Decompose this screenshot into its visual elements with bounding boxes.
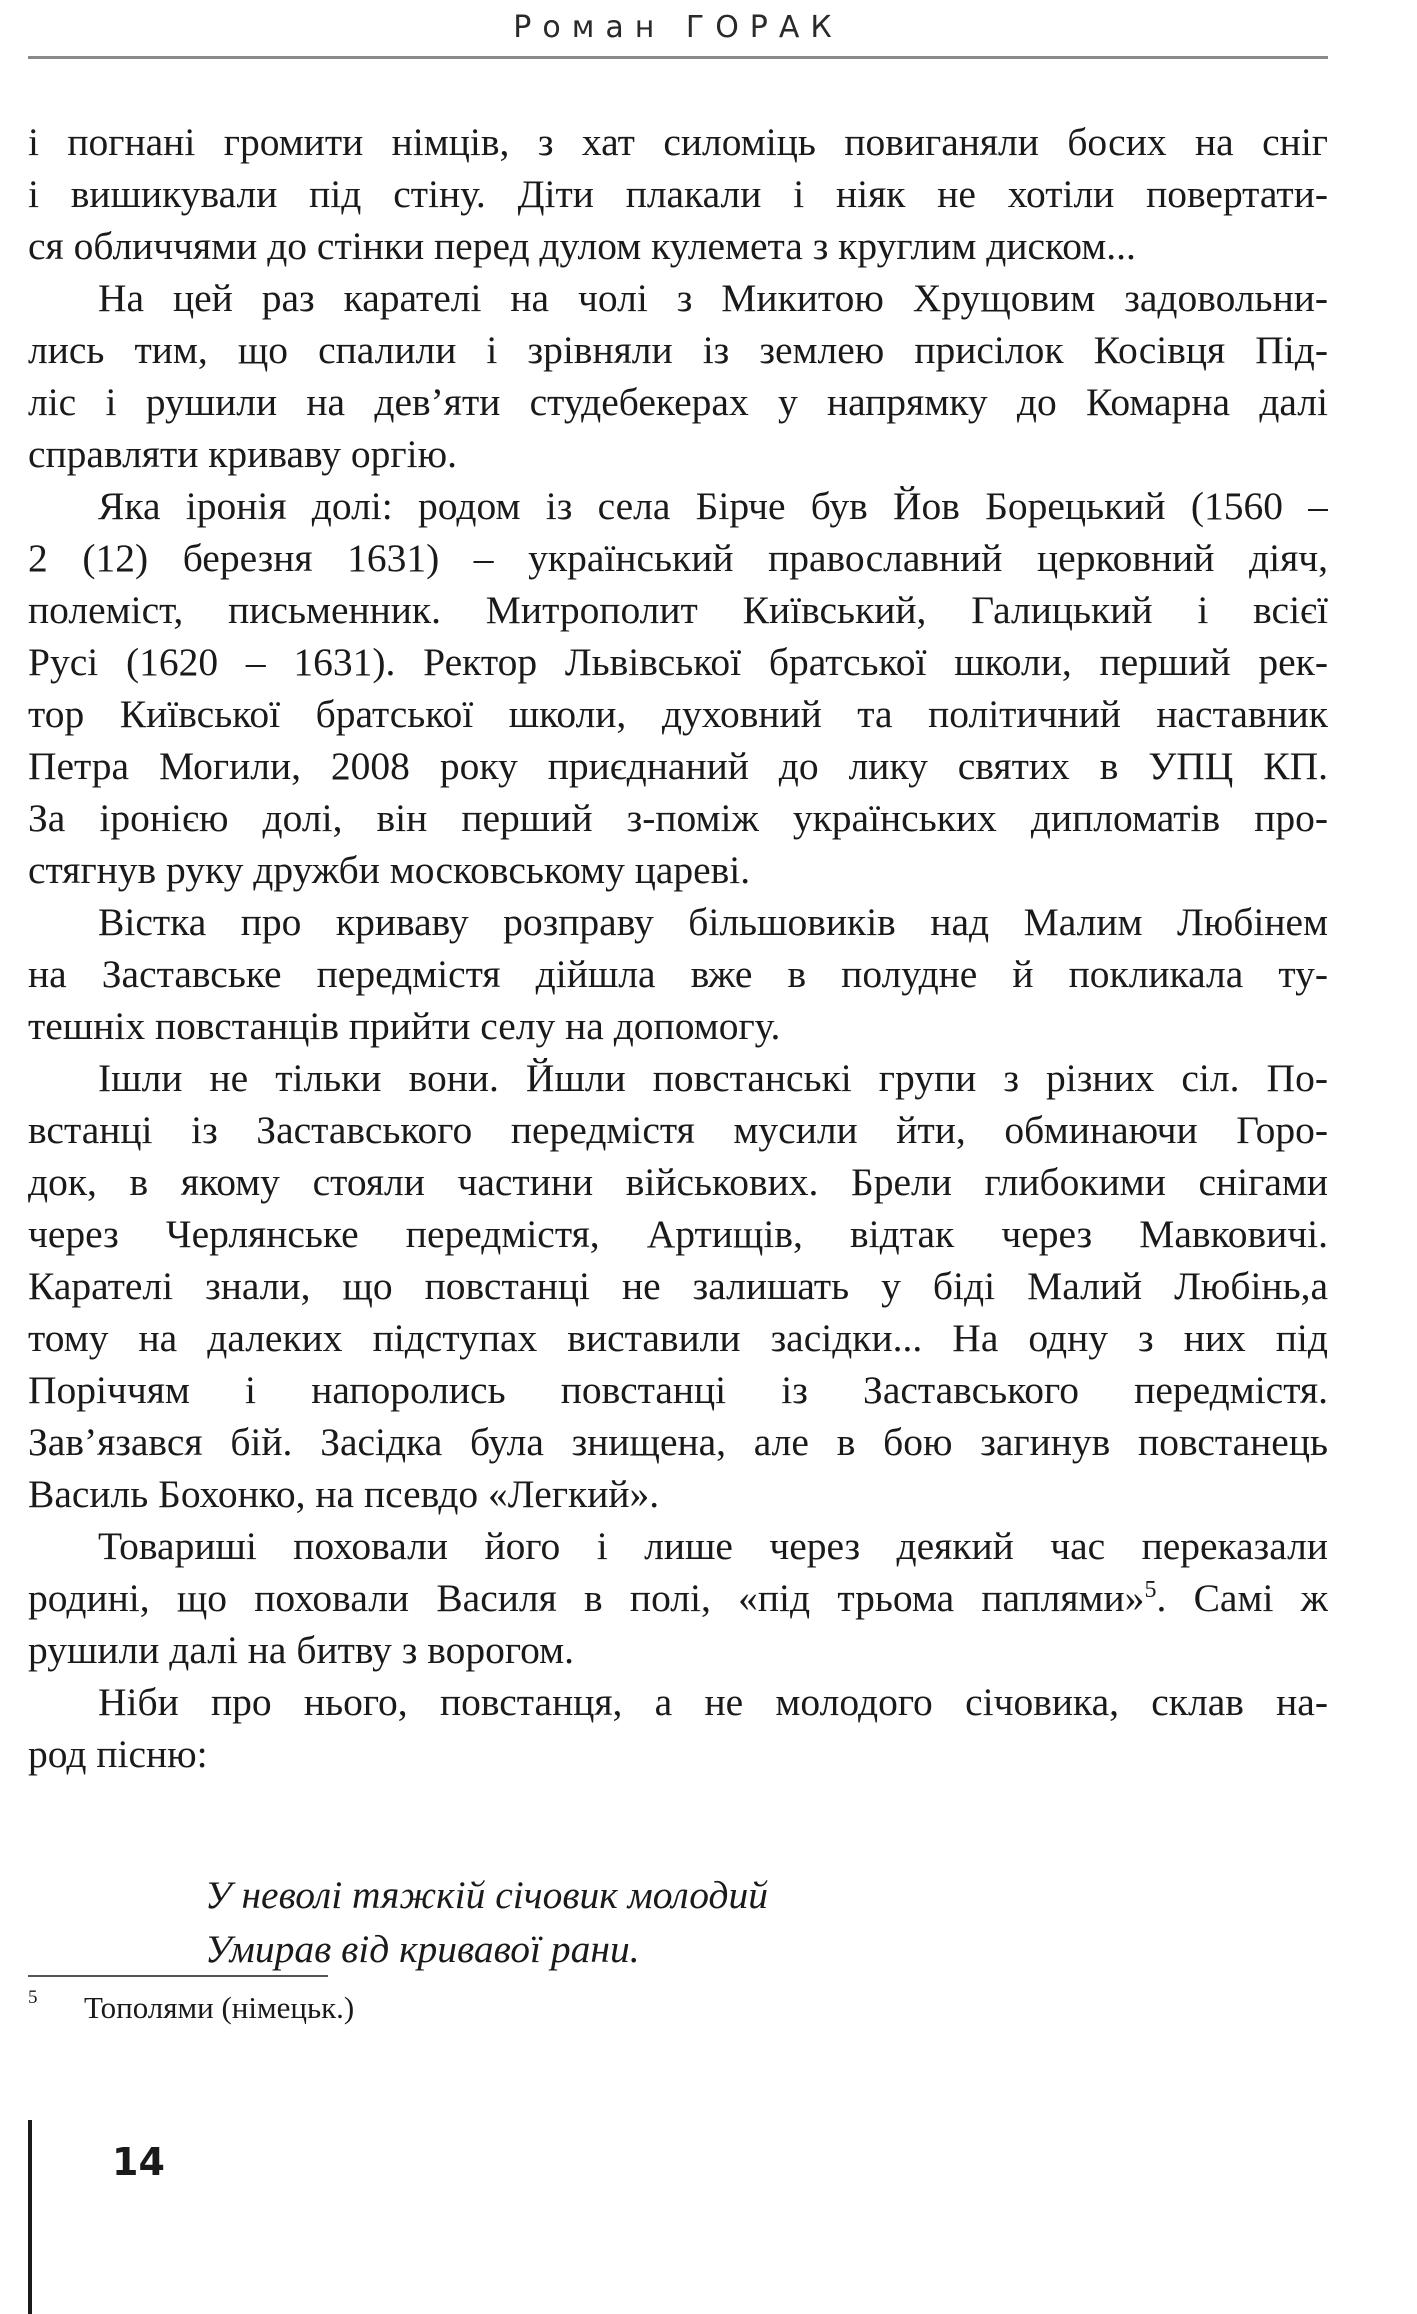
header-rule (28, 56, 1328, 59)
text-line-part: . Самі ж (1156, 1576, 1328, 1620)
text-line: лись тим, що спалили і зрівняли із землею присілок Косівця Під- (28, 328, 1328, 372)
text-line: Поріччям і напоролись повстанці із Заставського передмістя. (28, 1368, 1328, 1412)
text-line: і погнані громити німців, з хат силоміць повиганяли босих на сніг (28, 120, 1328, 164)
body-text (28, 116, 1328, 1780)
text-line: род пісню: (28, 1732, 208, 1776)
text-line: і вишикували під стіну. Діти плакали і ніяк не хотіли повертати- (28, 172, 1328, 216)
running-head: Роман ГОРАК (513, 10, 843, 45)
footnote-number: 5 (28, 1987, 38, 2008)
footnote-reference[interactable]: 5 (1144, 1576, 1157, 1603)
verse-quote (205, 1868, 768, 1976)
footnote-text: Тополями (німецьк.) (84, 1990, 355, 2025)
text-line: через Черлянське передмістя, Артищів, відтак через Мавковичі. (28, 1212, 1328, 1256)
text-line: тор Київської братської школи, духовний та політичний наставник (28, 692, 1328, 736)
text-line: Василь Бохонко, на псевдо «Легкий». (28, 1472, 660, 1516)
verse-line: У неволі тяжкій січовик молодий (205, 1873, 768, 1917)
footnote (28, 1988, 354, 2028)
text-line: встанці із Заставського передмістя мусили йти, обминаючи Горо- (28, 1108, 1328, 1152)
text-line: Карателі знали, що повстанці не залишать у біді Малий Любінь,а (28, 1264, 1328, 1308)
text-line: 2 (12) березня 1631) – український православний церковний діяч, (28, 536, 1328, 580)
text-line: рушили далі на битву з ворогом. (28, 1628, 574, 1672)
text-line: Яка іронія долі: родом із села Бірче був Йов Борецький (1560 – (98, 484, 1328, 528)
text-line: тешніх повстанців прийти селу на допомогу. (28, 1004, 781, 1048)
text-line: Ішли не тільки вони. Йшли повстанські групи з різних сіл. По- (98, 1056, 1328, 1100)
page-number: 14 (112, 2140, 165, 2184)
text-line: Русі (1620 – 1631). Ректор Львівської братської школи, перший рек- (28, 640, 1328, 684)
text-line: на Заставське передмістя дійшла вже в полудне й покликала ту- (28, 952, 1328, 996)
page-edge-bar (28, 2120, 32, 2314)
text-line: Зав’язався бій. Засідка була знищена, але в бою загинув повстанець (28, 1420, 1328, 1464)
text-line: стягнув руку дружби московському цареві. (28, 848, 751, 892)
text-line: полеміст, письменник. Митрополит Київський, Галицький і всієї (28, 588, 1328, 632)
text-line: Петра Могили, 2008 року приєднаний до лику святих в УПЦ КП. (28, 744, 1328, 788)
text-line: На цей раз карателі на чолі з Микитою Хрущовим задовольни- (98, 276, 1328, 320)
footnote-rule (28, 1975, 328, 1977)
text-line: Вістка про криваву розправу більшовиків над Малим Любінем (98, 900, 1328, 944)
text-line: Ніби про нього, повстанця, а не молодого січовика, склав на- (98, 1680, 1328, 1724)
text-line: Товариші поховали його і лише через деякий час переказали (98, 1524, 1328, 1568)
verse-line: Умирав від кривавої рани. (205, 1927, 640, 1971)
text-line: док, в якому стояли частини військових. Брели глибокими снігами (28, 1160, 1328, 1204)
text-line: ся обличчями до стінки перед дулом кулемета з круглим диском... (28, 224, 1136, 268)
text-line: За іронією долі, він перший з-поміж українських дипломатів про- (28, 796, 1328, 840)
text-line: справляти криваву оргію. (28, 432, 457, 476)
text-line: ліс і рушили на дев’яти студебекерах у напрямку до Комарна далі (28, 380, 1328, 424)
text-line (28, 1572, 1328, 1624)
text-line: тому на далеких підступах виставили засідки... На одну з них під (28, 1316, 1328, 1360)
text-line-part: родині, що поховали Василя в полі, «під трьома паплями» (28, 1576, 1145, 1620)
